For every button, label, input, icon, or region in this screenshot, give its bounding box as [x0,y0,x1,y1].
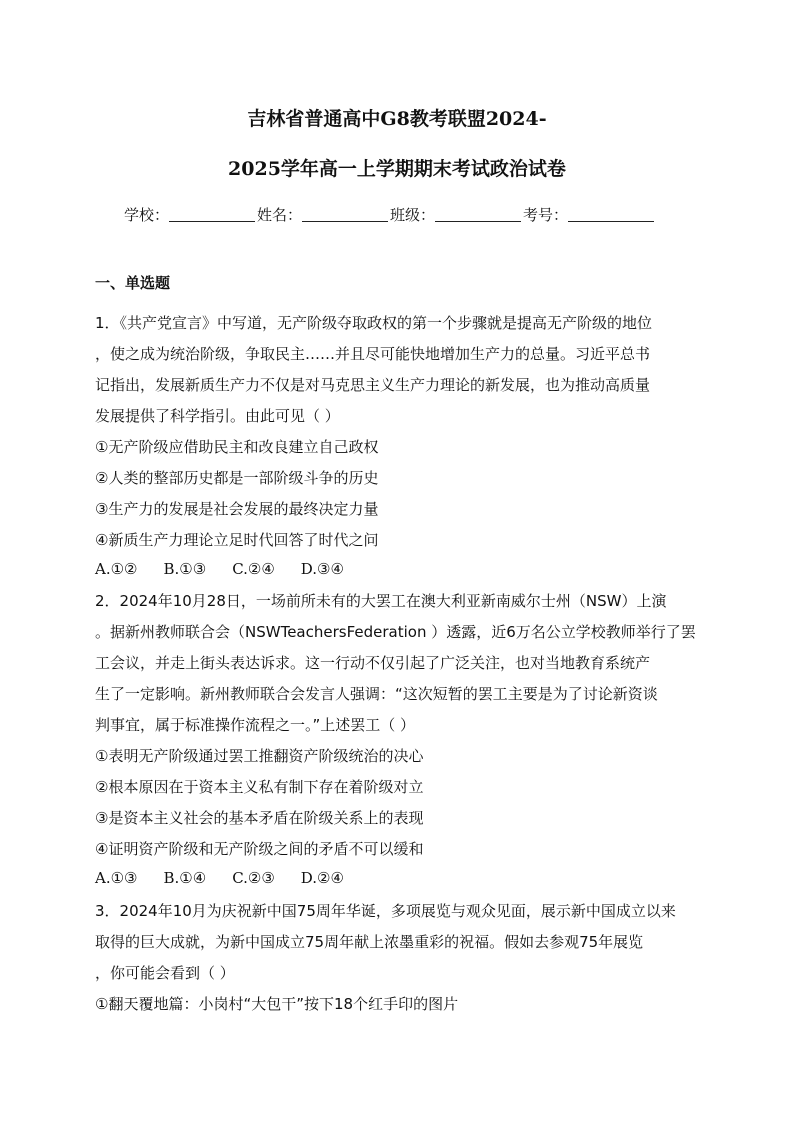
school-blank[interactable] [169,207,255,222]
q2-stem-line: 2．2024年10月28日，一场前所未有的大罢工在澳大利亚新南威尔士州（NSW）上演 [95,592,667,610]
q1-choice-d[interactable]: D.③④ [300,560,344,578]
name-blank[interactable] [302,207,388,222]
class-label: 班级： [390,206,436,224]
school-label: 学校： [124,206,170,224]
q2-option: ④证明资产阶级和无产阶级之间的矛盾不可以缓和 [95,840,424,858]
q2-choice-a[interactable]: A.①③ [95,869,138,887]
q1-option: ①无产阶级应借助民主和改良建立自己政权 [95,438,379,456]
q1-choice-c[interactable]: C.②④ [232,560,275,578]
q2-choice-b[interactable]: B.①④ [163,869,207,887]
q1-choice-a[interactable]: A.①② [95,560,138,578]
number-label: 考号： [523,206,569,224]
q1-stem-line: ，使之成为统治阶级，争取民主……并且尽可能快地增加生产力的总量。习近平总书 [95,345,651,363]
q1-stem-line: 记指出，发展新质生产力不仅是对马克思主义生产力理论的新发展，也为推动高质量 [95,376,651,394]
q1-choices [95,560,370,578]
q3-option: ①翻天覆地篇：小岗村“大包干”按下18个红手印的图片 [95,995,459,1013]
q2-stem-line: 工会议，并走上街头表达诉求。这一行动不仅引起了广泛关注，也对当地教育系统产 [95,654,651,672]
q2-choice-c[interactable]: C.②③ [232,869,275,887]
q1-option: ④新质生产力理论立足时代回答了时代之问 [95,531,379,549]
exam-title-line-1: 吉林省普通高中G8教考联盟2024- [247,108,547,130]
q1-option: ③生产力的发展是社会发展的最终决定力量 [95,500,379,518]
q3-stem-line: 取得的巨大成就，为新中国成立75周年献上浓墨重彩的祝福。假如去参观75年展览 [95,933,644,951]
q2-choice-d[interactable]: D.②④ [300,869,344,887]
q2-option: ①表明无产阶级通过罢工推翻资产阶级统治的决心 [95,747,424,765]
student-info-row [124,204,684,225]
q3-stem-line: 3．2024年10月为庆祝新中国75周年华诞，多项展览与观众见面，展示新中国成立以来 [95,902,676,920]
q2-choices [95,869,370,887]
section-title: 一、单选题 [95,274,171,292]
q2-stem-line: 。据新州教师联合会（NSWTeachersFederation ）透露，近6万名公立学校教师举行了罢 [95,623,696,641]
q1-stem-line: 发展提供了科学指引。由此可见（ ） [95,407,340,425]
q3-stem-line: ，你可能会看到（ ） [95,964,235,982]
exam-title-line-2: 2025学年高一上学期期末考试政治试卷 [228,158,566,180]
q2-option: ②根本原因在于资本主义私有制下存在着阶级对立 [95,778,424,796]
q1-option: ②人类的整部历史都是一部阶级斗争的历史 [95,469,379,487]
q1-stem-line: 1．《共产党宣言》中写道，无产阶级夺取政权的第一个步骤就是提高无产阶级的地位 [95,314,653,332]
q2-stem-line: 判事宜，属于标准操作流程之一。”上述罢工（ ） [95,716,416,734]
q2-stem-line: 生了一定影响。新州教师联合会发言人强调：“这次短暂的罢工主要是为了讨论新资谈 [95,685,658,703]
q1-choice-b[interactable]: B.①③ [163,560,207,578]
number-blank[interactable] [568,207,654,222]
q2-option: ③是资本主义社会的基本矛盾在阶级关系上的表现 [95,809,424,827]
name-label: 姓名： [257,206,303,224]
class-blank[interactable] [435,207,521,222]
